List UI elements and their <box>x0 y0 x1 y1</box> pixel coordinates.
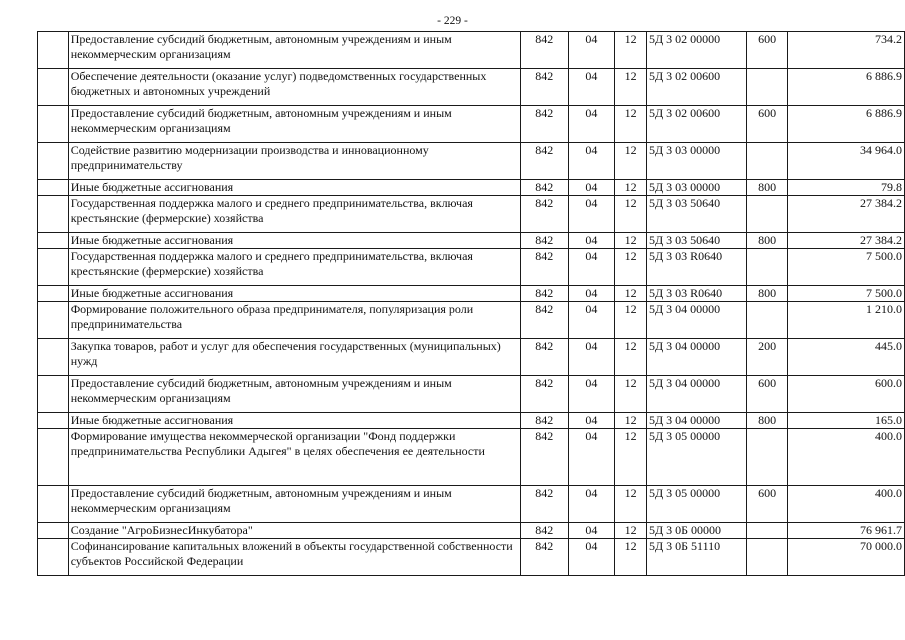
row-department-code: 842 <box>520 233 568 249</box>
row-amount: 400.0 <box>787 486 904 523</box>
row-expense-type: 600 <box>747 376 788 413</box>
row-index-cell <box>38 233 69 249</box>
row-section-code: 04 <box>568 143 615 180</box>
row-expense-type <box>747 523 788 539</box>
row-department-code: 842 <box>520 32 568 69</box>
row-subsection-code: 12 <box>615 539 647 576</box>
row-target-article: 5Д 3 04 00000 <box>646 376 746 413</box>
table-row <box>38 376 905 413</box>
row-description: Государственная поддержка малого и среднего предпринимательства, включая крестьянские (фермерские) хозяйства <box>68 249 520 286</box>
row-subsection-code: 12 <box>615 69 647 106</box>
row-department-code: 842 <box>520 143 568 180</box>
row-target-article: 5Д 3 05 00000 <box>646 486 746 523</box>
row-description: Иные бюджетные ассигнования <box>68 413 520 429</box>
row-description: Закупка товаров, работ и услуг для обеспечения государственных (муниципальных) нужд <box>68 339 520 376</box>
table-row <box>38 106 905 143</box>
row-section-code: 04 <box>568 339 615 376</box>
row-subsection-code: 12 <box>615 339 647 376</box>
row-department-code: 842 <box>520 180 568 196</box>
row-section-code: 04 <box>568 233 615 249</box>
row-subsection-code: 12 <box>615 523 647 539</box>
row-amount: 445.0 <box>787 339 904 376</box>
table-row <box>38 429 905 486</box>
row-section-code: 04 <box>568 180 615 196</box>
row-department-code: 842 <box>520 286 568 302</box>
row-department-code: 842 <box>520 69 568 106</box>
row-section-code: 04 <box>568 69 615 106</box>
row-index-cell <box>38 523 69 539</box>
row-department-code: 842 <box>520 106 568 143</box>
row-amount: 70 000.0 <box>787 539 904 576</box>
row-expense-type: 800 <box>747 180 788 196</box>
table-row <box>38 539 905 576</box>
row-expense-type <box>747 302 788 339</box>
row-subsection-code: 12 <box>615 486 647 523</box>
row-department-code: 842 <box>520 523 568 539</box>
row-index-cell <box>38 106 69 143</box>
row-description: Иные бюджетные ассигнования <box>68 180 520 196</box>
row-department-code: 842 <box>520 302 568 339</box>
row-department-code: 842 <box>520 429 568 486</box>
row-subsection-code: 12 <box>615 376 647 413</box>
row-subsection-code: 12 <box>615 429 647 486</box>
row-department-code: 842 <box>520 376 568 413</box>
row-index-cell <box>38 429 69 486</box>
row-amount: 76 961.7 <box>787 523 904 539</box>
table-row <box>38 233 905 249</box>
row-target-article: 5Д 3 04 00000 <box>646 413 746 429</box>
row-description: Содействие развитию модернизации производства и инновационному предпринимательству <box>68 143 520 180</box>
row-amount: 6 886.9 <box>787 106 904 143</box>
row-amount: 600.0 <box>787 376 904 413</box>
row-description: Формирование положительного образа предпринимателя, популяризация роли предпринимательства <box>68 302 520 339</box>
row-index-cell <box>38 413 69 429</box>
row-subsection-code: 12 <box>615 180 647 196</box>
row-amount: 165.0 <box>787 413 904 429</box>
row-section-code: 04 <box>568 376 615 413</box>
row-description: Предоставление субсидий бюджетным, автономным учреждениям и иным некоммерческим организациям <box>68 376 520 413</box>
row-target-article: 5Д 3 03 R0640 <box>646 286 746 302</box>
row-index-cell <box>38 286 69 302</box>
row-section-code: 04 <box>568 429 615 486</box>
table-row <box>38 486 905 523</box>
row-expense-type <box>747 429 788 486</box>
row-subsection-code: 12 <box>615 249 647 286</box>
row-subsection-code: 12 <box>615 413 647 429</box>
table-row <box>38 413 905 429</box>
row-index-cell <box>38 302 69 339</box>
table-row <box>38 523 905 539</box>
row-department-code: 842 <box>520 486 568 523</box>
table-row <box>38 302 905 339</box>
row-description: Предоставление субсидий бюджетным, автономным учреждениям и иным некоммерческим организациям <box>68 486 520 523</box>
row-index-cell <box>38 249 69 286</box>
row-subsection-code: 12 <box>615 286 647 302</box>
row-amount: 27 384.2 <box>787 196 904 233</box>
row-expense-type <box>747 69 788 106</box>
row-section-code: 04 <box>568 196 615 233</box>
budget-table <box>37 31 905 576</box>
row-amount: 6 886.9 <box>787 69 904 106</box>
table-row <box>38 69 905 106</box>
row-amount: 34 964.0 <box>787 143 904 180</box>
row-target-article: 5Д 3 02 00600 <box>646 69 746 106</box>
row-target-article: 5Д 3 0Б 51110 <box>646 539 746 576</box>
row-expense-type: 600 <box>747 106 788 143</box>
row-department-code: 842 <box>520 196 568 233</box>
row-subsection-code: 12 <box>615 233 647 249</box>
row-description: Формирование имущества некоммерческой организации "Фонд поддержки предпринимательства Республики Адыгея" в целях обеспечения ее деятельности <box>68 429 520 486</box>
table-row <box>38 32 905 69</box>
row-target-article: 5Д 3 03 50640 <box>646 196 746 233</box>
row-target-article: 5Д 3 03 00000 <box>646 180 746 196</box>
row-department-code: 842 <box>520 249 568 286</box>
row-amount: 7 500.0 <box>787 249 904 286</box>
row-section-code: 04 <box>568 523 615 539</box>
row-amount: 79.8 <box>787 180 904 196</box>
row-expense-type: 200 <box>747 339 788 376</box>
row-target-article: 5Д 3 04 00000 <box>646 302 746 339</box>
row-index-cell <box>38 180 69 196</box>
row-expense-type: 600 <box>747 486 788 523</box>
table-row <box>38 196 905 233</box>
row-description: Предоставление субсидий бюджетным, автономным учреждениям и иным некоммерческим организациям <box>68 32 520 69</box>
row-index-cell <box>38 196 69 233</box>
row-department-code: 842 <box>520 339 568 376</box>
table-row <box>38 180 905 196</box>
row-target-article: 5Д 3 03 50640 <box>646 233 746 249</box>
row-target-article: 5Д 3 05 00000 <box>646 429 746 486</box>
row-target-article: 5Д 3 03 R0640 <box>646 249 746 286</box>
row-description: Создание "АгроБизнесИнкубатора" <box>68 523 520 539</box>
row-department-code: 842 <box>520 539 568 576</box>
row-target-article: 5Д 3 04 00000 <box>646 339 746 376</box>
row-subsection-code: 12 <box>615 106 647 143</box>
page-number: - 229 - <box>437 15 468 27</box>
row-subsection-code: 12 <box>615 32 647 69</box>
row-index-cell <box>38 486 69 523</box>
row-target-article: 5Д 3 03 00000 <box>646 143 746 180</box>
row-section-code: 04 <box>568 413 615 429</box>
row-expense-type <box>747 249 788 286</box>
table-row <box>38 339 905 376</box>
row-amount: 1 210.0 <box>787 302 904 339</box>
row-section-code: 04 <box>568 32 615 69</box>
row-section-code: 04 <box>568 249 615 286</box>
row-index-cell <box>38 539 69 576</box>
row-target-article: 5Д 3 0Б 00000 <box>646 523 746 539</box>
table-row <box>38 143 905 180</box>
row-amount: 7 500.0 <box>787 286 904 302</box>
row-amount: 400.0 <box>787 429 904 486</box>
row-section-code: 04 <box>568 539 615 576</box>
row-target-article: 5Д 3 02 00000 <box>646 32 746 69</box>
row-index-cell <box>38 143 69 180</box>
row-description: Государственная поддержка малого и среднего предпринимательства, включая крестьянские (фермерские) хозяйства <box>68 196 520 233</box>
row-expense-type <box>747 196 788 233</box>
row-section-code: 04 <box>568 486 615 523</box>
row-description: Иные бюджетные ассигнования <box>68 233 520 249</box>
row-target-article: 5Д 3 02 00600 <box>646 106 746 143</box>
row-expense-type <box>747 143 788 180</box>
row-description: Софинансирование капитальных вложений в объекты государственной собственности субъектов Российской Федерации <box>68 539 520 576</box>
row-description: Иные бюджетные ассигнования <box>68 286 520 302</box>
row-amount: 734.2 <box>787 32 904 69</box>
row-index-cell <box>38 69 69 106</box>
row-expense-type: 600 <box>747 32 788 69</box>
row-index-cell <box>38 376 69 413</box>
table-row <box>38 286 905 302</box>
row-subsection-code: 12 <box>615 196 647 233</box>
row-expense-type: 800 <box>747 286 788 302</box>
row-expense-type: 800 <box>747 233 788 249</box>
row-description: Обеспечение деятельности (оказание услуг) подведомственных государственных бюджетных и автономных учреждений <box>68 69 520 106</box>
row-section-code: 04 <box>568 106 615 143</box>
row-index-cell <box>38 32 69 69</box>
row-section-code: 04 <box>568 302 615 339</box>
row-expense-type <box>747 539 788 576</box>
row-expense-type: 800 <box>747 413 788 429</box>
row-department-code: 842 <box>520 413 568 429</box>
row-subsection-code: 12 <box>615 302 647 339</box>
row-amount: 27 384.2 <box>787 233 904 249</box>
row-section-code: 04 <box>568 286 615 302</box>
table-row <box>38 249 905 286</box>
row-subsection-code: 12 <box>615 143 647 180</box>
row-description: Предоставление субсидий бюджетным, автономным учреждениям и иным некоммерческим организациям <box>68 106 520 143</box>
row-index-cell <box>38 339 69 376</box>
